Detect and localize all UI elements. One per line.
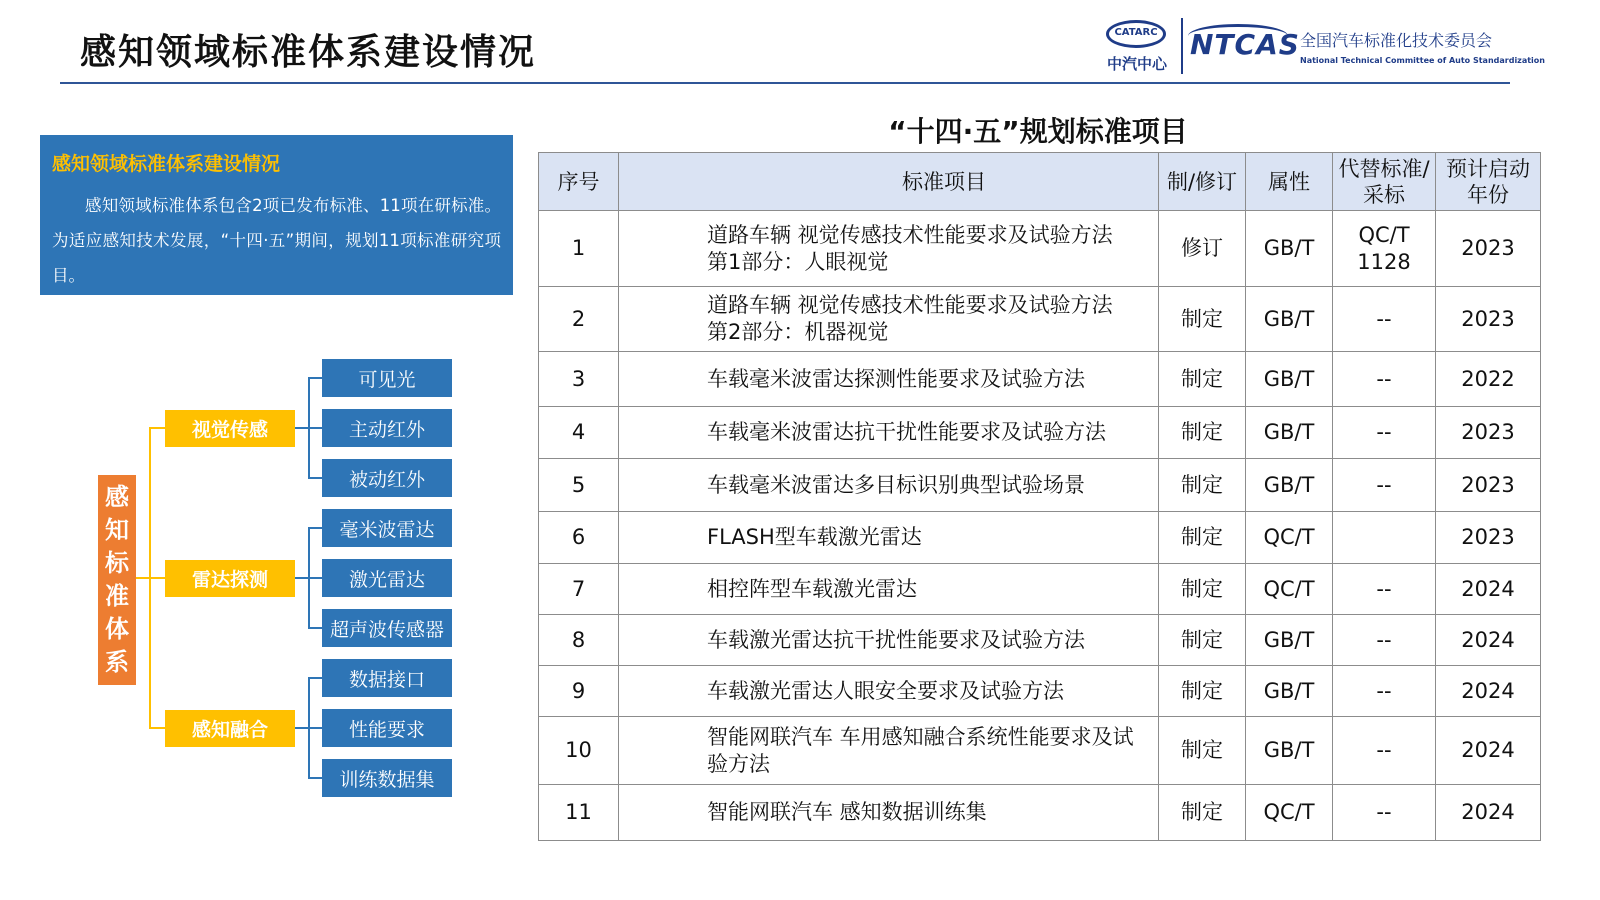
leaf-node: 数据接口 [322,659,452,697]
cell-replace [1333,211,1436,287]
cell-type-text: 制定 [1181,678,1223,703]
cell-attr [1246,564,1333,615]
connector-line [295,577,309,579]
table-title: “十四·五”规划标准项目 [888,115,1188,148]
cell-replace [1333,615,1436,666]
cell-no [539,512,619,564]
cell-year [1436,407,1541,459]
connector-line [308,377,322,379]
cell-replace-line1: -- [1376,627,1392,652]
header-year-line1: 预计启动 [1446,156,1530,181]
cell-item [619,666,1159,717]
cell-no-text: 3 [571,366,586,391]
cell-no [539,211,619,287]
cell-item-line1: 智能网联汽车 车用感知融合系统性能要求及试 [707,724,1134,749]
table-row [539,352,1541,407]
cell-type [1159,512,1246,564]
ntcas-logo: NTCAS [1190,28,1300,61]
cell-item [619,615,1159,666]
cell-item-line2: 验方法 [707,751,770,776]
header-attr: 属性 [1246,153,1333,211]
cell-no [539,352,619,407]
cell-year-text: 2024 [1461,738,1515,762]
cell-no [539,717,619,785]
table-header-row [539,153,1541,211]
cell-no [539,615,619,666]
cell-type-text: 制定 [1181,525,1223,549]
cell-replace [1333,717,1436,785]
connector-line [308,577,322,579]
leaf-node: 毫米波雷达 [322,509,452,547]
cell-replace [1333,512,1436,564]
cell-type [1159,352,1246,407]
cell-item-line2: 第2部分：机器视觉 [707,320,889,344]
cell-no-text: 8 [571,627,586,652]
leaf-node: 主动红外 [322,409,452,447]
header-no: 序号 [539,153,619,211]
header-year-line2: 年份 [1467,182,1509,207]
cell-item [619,459,1159,512]
connector-line [308,427,322,429]
cell-item [619,407,1159,459]
cell-type-text: 制定 [1181,472,1223,497]
connector-line [308,677,322,679]
cell-item [619,211,1159,287]
cell-no-text: 9 [571,678,586,703]
table-row [539,211,1541,287]
cell-no [539,459,619,512]
leaf-node: 被动红外 [322,459,452,497]
cell-replace [1333,352,1436,407]
cell-item-line1: 道路车辆 视觉传感技术性能要求及试验方法 [707,293,1113,317]
connector-line [308,627,322,629]
cell-type-text: 修订 [1181,236,1223,260]
cell-year [1436,564,1541,615]
cell-item-line1: 车载毫米波雷达抗干扰性能要求及试验方法 [707,420,1106,444]
table-row [539,287,1541,352]
cell-type [1159,459,1246,512]
header-replace-line2: 采标 [1363,182,1405,207]
cell-year [1436,352,1541,407]
cell-attr [1246,407,1333,459]
table-row [539,407,1541,459]
connector-line [295,427,309,429]
cell-no-text: 5 [571,472,586,497]
connector-line [308,777,322,779]
cell-replace [1333,459,1436,512]
cell-item-line1: FLASH型车载激光雷达 [707,525,922,549]
category-fusion: 感知融合 [165,710,295,747]
leaf-node: 激光雷达 [322,559,452,597]
connector-line [149,577,165,579]
cell-no [539,287,619,352]
cell-attr [1246,666,1333,717]
cell-year [1436,287,1541,352]
category-radar: 雷达探测 [165,560,295,597]
table-row [539,717,1541,785]
cell-no [539,666,619,717]
header-replace-line1: 代替标准/ [1338,156,1430,181]
cell-replace-line1: -- [1376,576,1392,601]
cell-item-line1: 智能网联汽车 感知数据训练集 [707,800,987,824]
cell-year [1436,615,1541,666]
connector-line [308,477,322,479]
connector-line [149,727,165,729]
cell-type [1159,666,1246,717]
cell-attr-text: QC/T [1263,576,1315,601]
table-row [539,785,1541,841]
table-row [539,459,1541,512]
cell-no-text: 4 [571,420,586,444]
catarc-ring-text: CATARC [1114,27,1158,38]
cell-attr-text: GB/T [1263,366,1315,391]
header-year [1436,153,1541,211]
cell-attr [1246,352,1333,407]
root-char: 标 [105,549,129,577]
cell-type-text: 制定 [1181,366,1223,391]
summary-title: 感知领域标准体系建设情况 [52,153,281,175]
cell-year-text: 2022 [1461,366,1515,391]
cell-no-text: 2 [571,306,586,331]
cell-year [1436,459,1541,512]
cell-attr [1246,717,1333,785]
cell-year [1436,666,1541,717]
cell-type [1159,211,1246,287]
cell-item [619,287,1159,352]
root-char: 体 [105,615,129,643]
cell-attr-text: GB/T [1263,627,1315,652]
cell-no [539,564,619,615]
catarc-name: 中汽中心 [1106,55,1167,73]
cell-item [619,512,1159,564]
table-row [539,666,1541,717]
cell-replace-line1: -- [1376,472,1392,497]
cell-replace-line2: 1128 [1357,249,1411,274]
catarc-ring-icon [1106,20,1166,48]
cell-replace-line1: -- [1376,678,1392,703]
cell-item [619,564,1159,615]
cell-attr-text: GB/T [1263,472,1315,497]
cell-item-line1: 车载激光雷达抗干扰性能要求及试验方法 [707,627,1085,652]
root-char: 感 [105,483,129,511]
page-title: 感知领域标准体系建设情况 [80,32,537,73]
cell-no-text: 1 [571,236,586,260]
cell-attr [1246,785,1333,841]
cell-attr-text: GB/T [1263,420,1315,444]
cell-attr-text: QC/T [1263,525,1315,549]
cell-year-text: 2023 [1461,236,1515,260]
cell-no-text: 11 [565,800,592,824]
cell-attr [1246,512,1333,564]
cell-replace-line1: -- [1376,306,1392,331]
cell-item-line2: 第1部分：人眼视觉 [707,249,889,274]
cell-replace-line1: -- [1376,420,1392,444]
cell-type [1159,564,1246,615]
cell-type-text: 制定 [1181,627,1223,652]
root-char: 系 [105,648,129,676]
cell-item-line1: 车载毫米波雷达多目标识别典型试验场景 [707,472,1085,497]
cell-replace [1333,407,1436,459]
cell-attr-text: GB/T [1263,678,1315,703]
cell-year-text: 2023 [1461,420,1515,444]
header-item: 标准项目 [619,153,1159,211]
leaf-node: 超声波传感器 [322,609,452,647]
tree-root [98,475,136,685]
connector-line [295,727,309,729]
leaf-node: 性能要求 [322,709,452,747]
cell-item [619,717,1159,785]
cell-attr-text: GB/T [1263,236,1315,260]
header-type: 制/修订 [1159,153,1246,211]
cell-no-text: 6 [571,525,586,549]
cell-replace [1333,564,1436,615]
cell-item-line1: 道路车辆 视觉传感技术性能要求及试验方法 [707,222,1113,247]
table-row [539,564,1541,615]
cell-attr [1246,459,1333,512]
table-row [539,512,1541,564]
cell-type [1159,785,1246,841]
cell-no [539,785,619,841]
cell-item-line1: 车载毫米波雷达探测性能要求及试验方法 [707,366,1085,391]
cell-item [619,352,1159,407]
catarc-logo [1104,20,1170,72]
cell-year-text: 2023 [1461,306,1515,331]
table-row [539,615,1541,666]
cell-item [619,785,1159,841]
table-body [539,211,1541,841]
root-char: 准 [105,582,129,610]
summary-text: 感知领域标准体系包含2项已发布标准、11项在研标准。为适应感知技术发展，“十四·五”期间，规划11项标准研究项目。 [52,196,501,285]
connector-line [136,577,150,579]
cell-attr [1246,287,1333,352]
cell-no-text: 10 [565,738,592,762]
connector-line [308,527,322,529]
cell-type-text: 制定 [1181,420,1223,444]
cell-attr-text: GB/T [1263,738,1315,762]
cell-type-text: 制定 [1181,738,1223,762]
cell-type [1159,615,1246,666]
cell-no [539,407,619,459]
cell-replace-line1: -- [1376,738,1392,762]
cell-type [1159,717,1246,785]
cell-year-text: 2024 [1461,627,1515,652]
cell-replace-line1: QC/T [1358,222,1410,247]
cell-attr-text: GB/T [1263,306,1315,331]
cell-type-text: 制定 [1181,306,1223,331]
cell-type [1159,407,1246,459]
cell-replace [1333,785,1436,841]
cell-type-text: 制定 [1181,800,1223,824]
cell-year-text: 2023 [1461,472,1515,497]
connector-line [149,427,165,429]
leaf-node: 训练数据集 [322,759,452,797]
logo-divider [1181,18,1183,74]
cell-type-text: 制定 [1181,576,1223,601]
cell-item-line1: 车载激光雷达人眼安全要求及试验方法 [707,678,1064,703]
cell-attr [1246,615,1333,666]
cell-year [1436,512,1541,564]
cell-year [1436,785,1541,841]
connector-line [308,727,322,729]
cell-year-text: 2024 [1461,678,1515,703]
cell-type [1159,287,1246,352]
cell-replace-line1: -- [1376,800,1392,824]
cell-replace [1333,666,1436,717]
cell-replace-line1: -- [1376,366,1392,391]
category-visual: 视觉传感 [165,410,295,447]
org-name-cn: 全国汽车标准化技术委员会 [1300,31,1493,50]
cell-year [1436,211,1541,287]
cell-no-text: 7 [571,576,586,601]
cell-year-text: 2023 [1461,525,1515,549]
root-char: 知 [105,516,129,544]
cell-year-text: 2024 [1461,800,1515,824]
header-replace [1333,153,1436,211]
standards-table [538,152,1541,841]
cell-year-text: 2024 [1461,576,1515,601]
cell-replace [1333,287,1436,352]
cell-item-line1: 相控阵型车载激光雷达 [707,576,917,601]
cell-attr-text: QC/T [1263,800,1315,824]
cell-attr [1246,211,1333,287]
standard-system-tree [0,0,540,900]
org-name-en: National Technical Committee of Auto Standardization [1300,56,1545,65]
cell-year [1436,717,1541,785]
leaf-node: 可见光 [322,359,452,397]
